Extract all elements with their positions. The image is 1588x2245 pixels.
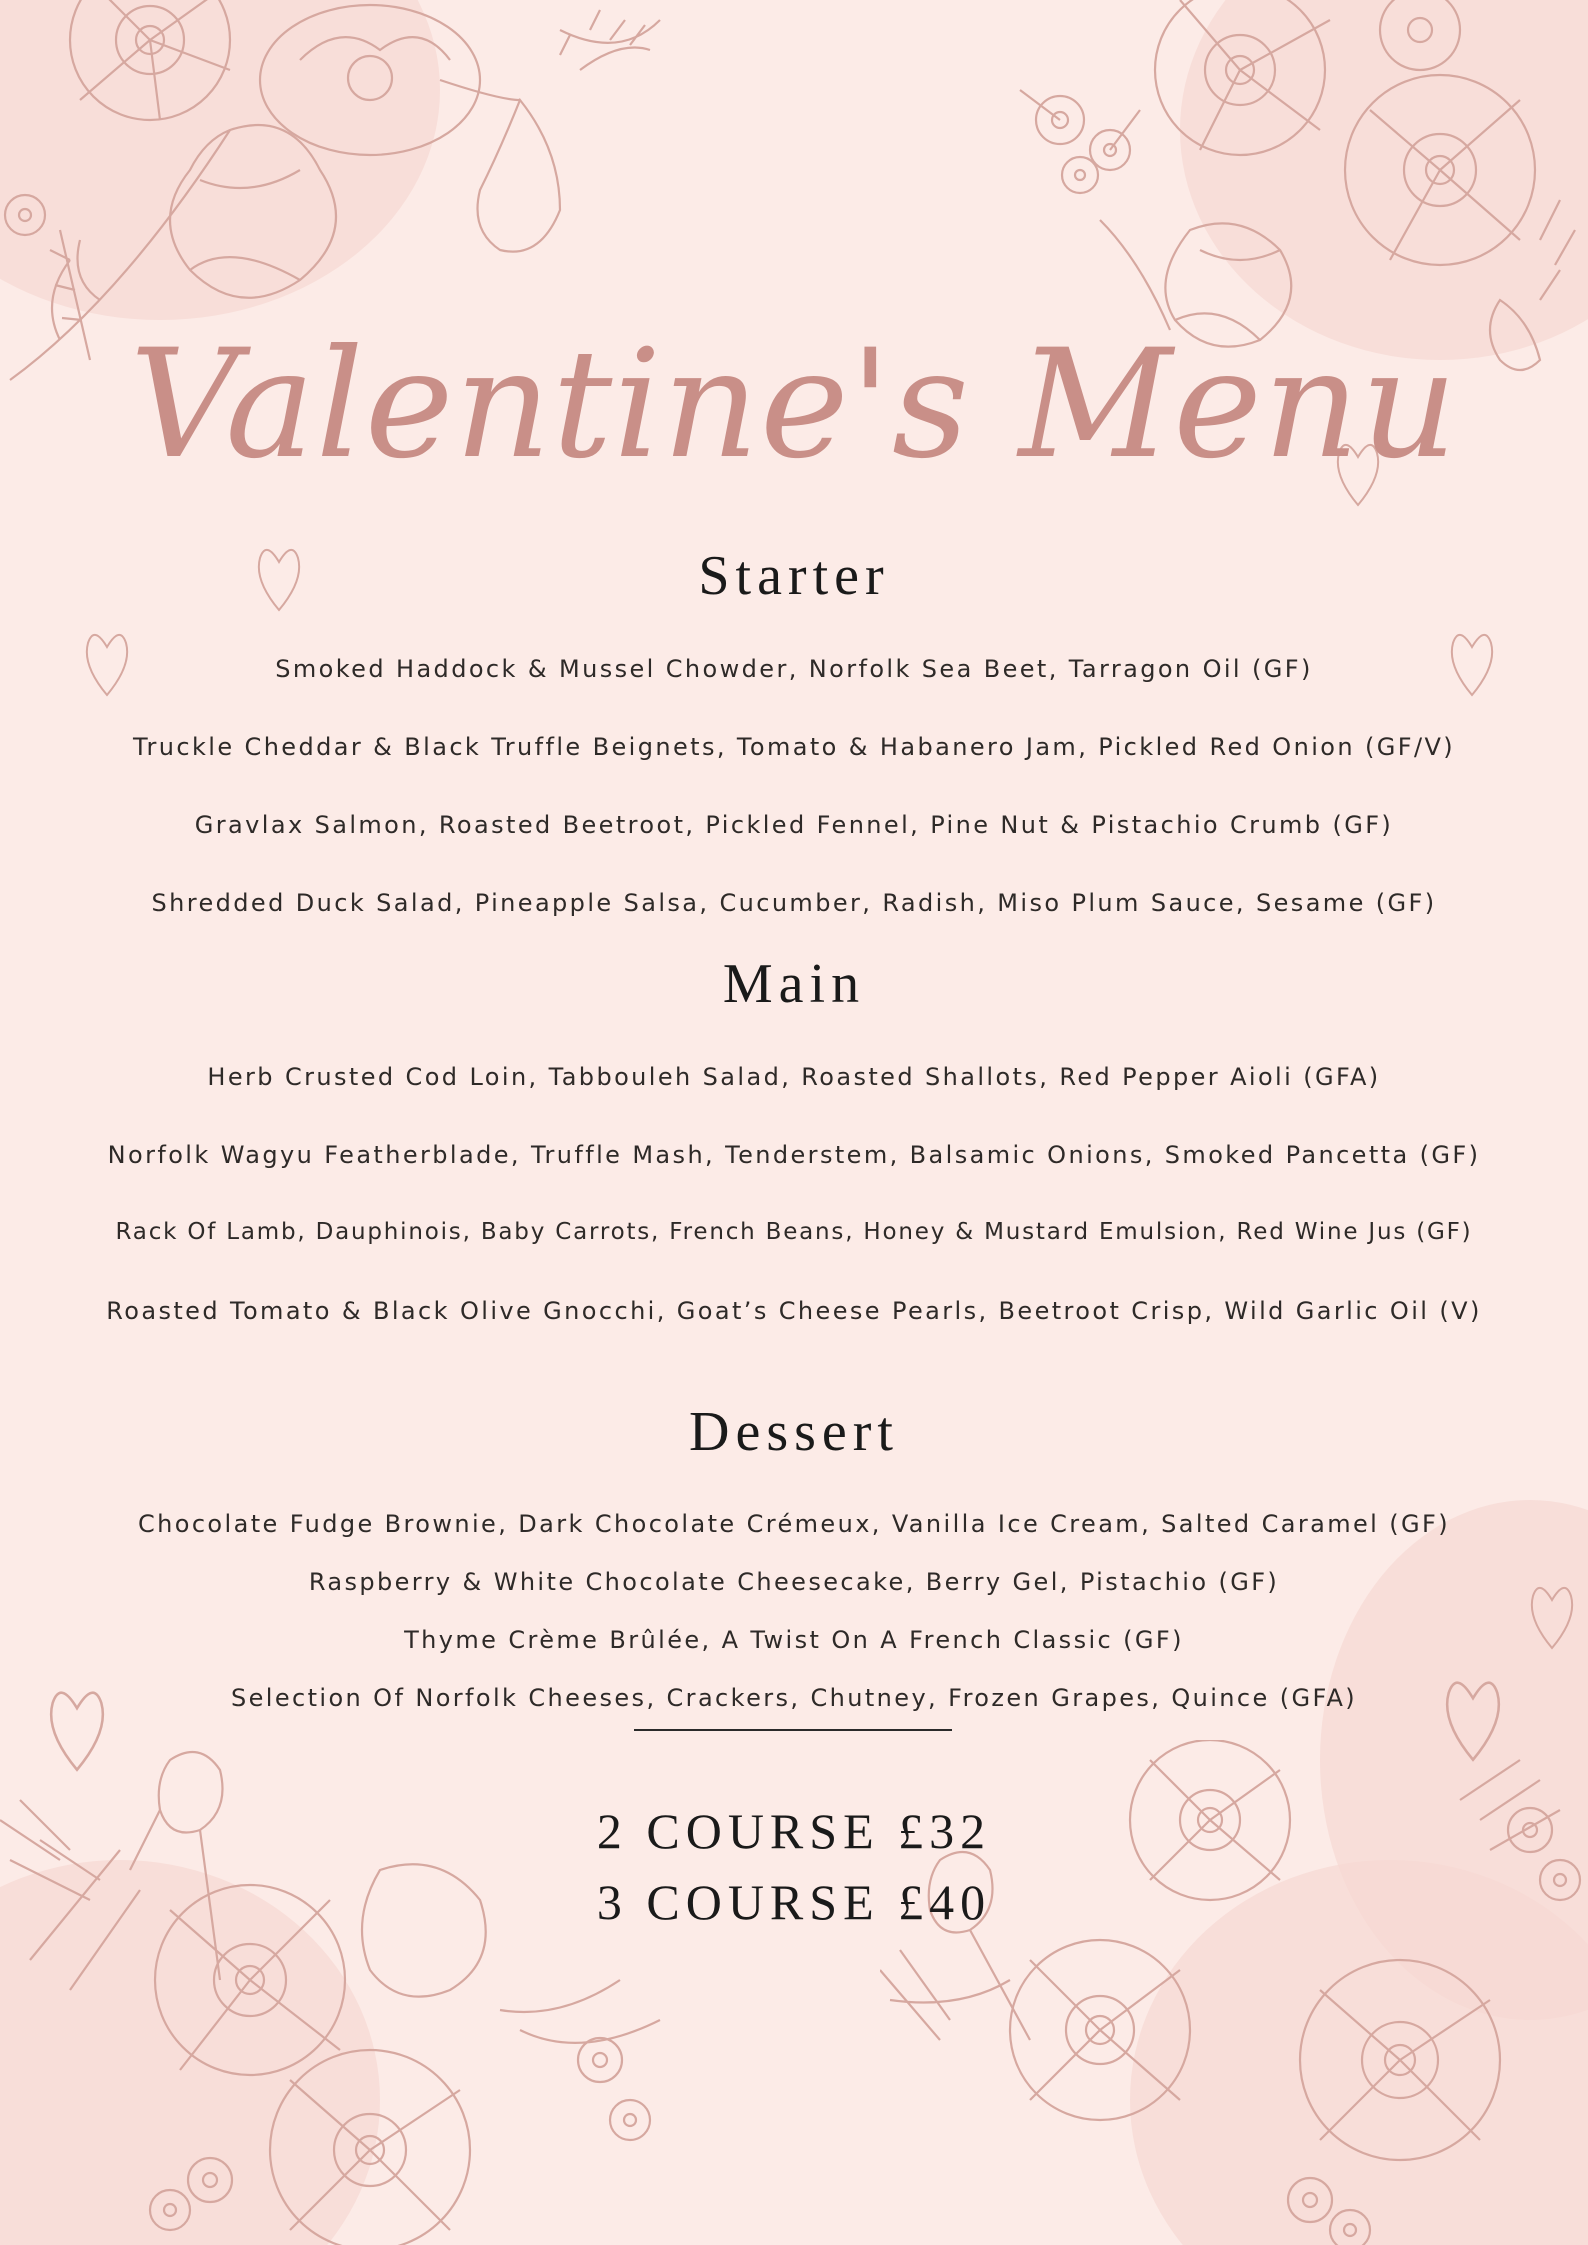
section-heading-dessert: Dessert (689, 1401, 899, 1463)
menu-item: Thyme Crème Brûlée, A Twist On A French Classic (GF) (404, 1626, 1184, 1654)
menu-item: Rack Of Lamb, Dauphinois, Baby Carrots, French Beans, Honey & Mustard Emulsion, Red Wine Jus (GF) (115, 1219, 1473, 1245)
heart-outline-icon (1440, 1670, 1506, 1770)
price-two-course: 2 COURSE £32 (596, 1803, 992, 1859)
menu-item: Raspberry & White Chocolate Cheesecake, Berry Gel, Pistachio (GF) (308, 1568, 1280, 1596)
divider (634, 1729, 952, 1731)
menu-item: Herb Crusted Cod Loin, Tabbouleh Salad, Roasted Shallots, Red Pepper Aioli (GFA) (207, 1063, 1381, 1091)
menu-item: Chocolate Fudge Brownie, Dark Chocolate Crémeux, Vanilla Ice Cream, Salted Caramel (GF) (137, 1510, 1450, 1538)
section-heading-starter: Starter (698, 545, 890, 607)
menu-item: Smoked Haddock & Mussel Chowder, Norfolk Sea Beet, Tarragon Oil (GF) (275, 655, 1313, 683)
menu-item: Selection Of Norfolk Cheeses, Crackers, Chutney, Frozen Grapes, Quince (GFA) (230, 1684, 1358, 1712)
menu-title: Valentine's Menu (129, 318, 1459, 492)
menu-item: Truckle Cheddar & Black Truffle Beignets, Tomato & Habanero Jam, Pickled Red Onion (GF/V) (132, 733, 1456, 761)
menu-item: Norfolk Wagyu Featherblade, Truffle Mash, Tenderstem, Balsamic Onions, Smoked Pancetta (GF) (107, 1141, 1481, 1169)
menu-item: Shredded Duck Salad, Pineapple Salsa, Cucumber, Radish, Miso Plum Sauce, Sesame (GF) (151, 889, 1437, 917)
menu-item: Gravlax Salmon, Roasted Beetroot, Pickled Fennel, Pine Nut & Pistachio Crumb (GF) (194, 811, 1394, 839)
section-heading-main: Main (722, 953, 866, 1015)
price-three-course: 3 COURSE £40 (596, 1874, 992, 1930)
menu-item: Roasted Tomato & Black Olive Gnocchi, Goat’s Cheese Pearls, Beetroot Crisp, Wild Garlic Oil (V) (106, 1297, 1482, 1325)
